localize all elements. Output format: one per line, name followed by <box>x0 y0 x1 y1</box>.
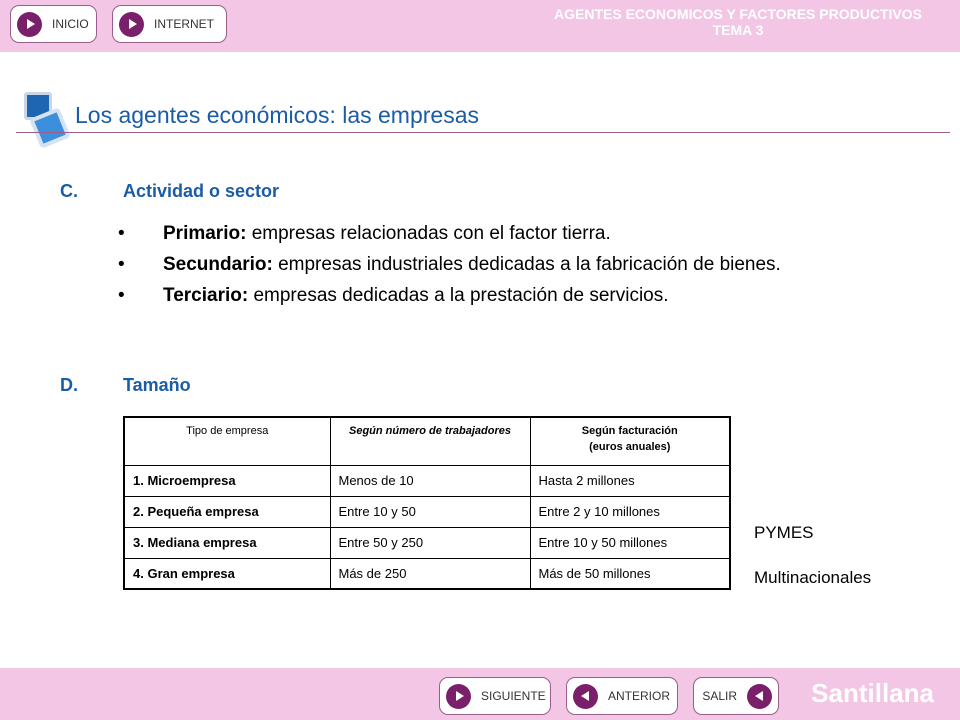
inicio-button[interactable] <box>10 5 97 43</box>
list-item <box>118 284 903 307</box>
section-c-letter: C. <box>60 181 78 201</box>
list-item <box>118 222 903 245</box>
app-title-line1: AGENTES ECONOMICOS Y FACTORES PRODUCTIVOS <box>554 6 922 22</box>
table-header-row <box>124 417 730 465</box>
inicio-label: INICIO <box>52 17 89 31</box>
table-cell: 2. Pequeña empresa <box>124 496 330 527</box>
list-item-term: Terciario: <box>163 285 249 306</box>
slide-logo-icon <box>16 92 76 152</box>
table-cell: Más de 250 <box>330 558 530 589</box>
play-left-icon <box>573 684 598 709</box>
table-cell: Menos de 10 <box>330 465 530 496</box>
internet-button[interactable] <box>112 5 227 43</box>
section-d-label: Tamaño <box>123 375 191 395</box>
list-item-text: empresas relacionadas con el factor tierra. <box>246 223 611 244</box>
list-item-term: Secundario: <box>163 254 273 275</box>
table-row <box>124 558 730 589</box>
page-title: Los agentes económicos: las empresas <box>75 102 479 128</box>
app-title <box>538 6 938 38</box>
table-row <box>124 527 730 558</box>
sector-list <box>118 222 903 315</box>
table-cell: 3. Mediana empresa <box>124 527 330 558</box>
pymes-note: PYMES <box>754 523 814 542</box>
play-right-icon <box>446 684 471 709</box>
list-item-text: empresas industriales dedicadas a la fabricación de bienes. <box>272 254 781 275</box>
table-cell: Hasta 2 millones <box>530 465 730 496</box>
table-row <box>124 465 730 496</box>
app-title-line2: TEMA 3 <box>712 22 764 38</box>
brand-logo: Santillana <box>811 678 934 708</box>
internet-label: INTERNET <box>154 17 214 31</box>
play-left-icon <box>747 684 772 709</box>
table-cell: Entre 10 y 50 <box>330 496 530 527</box>
table-row <box>124 496 730 527</box>
section-c-label: Actividad o sector <box>123 181 280 201</box>
title-divider <box>16 132 950 133</box>
list-item-text: empresas dedicadas a la prestación de servicios. <box>248 285 669 306</box>
header-tipo: Tipo de empresa <box>124 417 330 465</box>
header-facturacion-line2: (euros anuales) <box>589 441 671 453</box>
header-facturacion <box>530 417 730 465</box>
header-trabajadores: Según número de trabajadores <box>330 417 530 465</box>
siguiente-label: SIGUIENTE <box>481 689 546 703</box>
header-facturacion-line1: Según facturación <box>581 425 678 437</box>
list-item-term: Primario: <box>163 223 247 244</box>
multinacionales-note: Multinacionales <box>754 568 872 587</box>
table-cell: Entre 10 y 50 millones <box>530 527 730 558</box>
play-right-icon <box>119 12 144 37</box>
siguiente-button[interactable] <box>439 677 551 715</box>
table-cell: Entre 2 y 10 millones <box>530 496 730 527</box>
list-item <box>118 253 903 276</box>
anterior-button[interactable] <box>566 677 678 715</box>
table-cell: 4. Gran empresa <box>124 558 330 589</box>
table-cell: 1. Microempresa <box>124 465 330 496</box>
salir-button[interactable] <box>693 677 779 715</box>
salir-label: SALIR <box>702 689 737 703</box>
company-size-table <box>123 416 731 590</box>
play-right-icon <box>17 12 42 37</box>
section-d-letter: D. <box>60 375 78 395</box>
anterior-label: ANTERIOR <box>608 689 671 703</box>
table-cell: Más de 50 millones <box>530 558 730 589</box>
table-cell: Entre 50 y 250 <box>330 527 530 558</box>
